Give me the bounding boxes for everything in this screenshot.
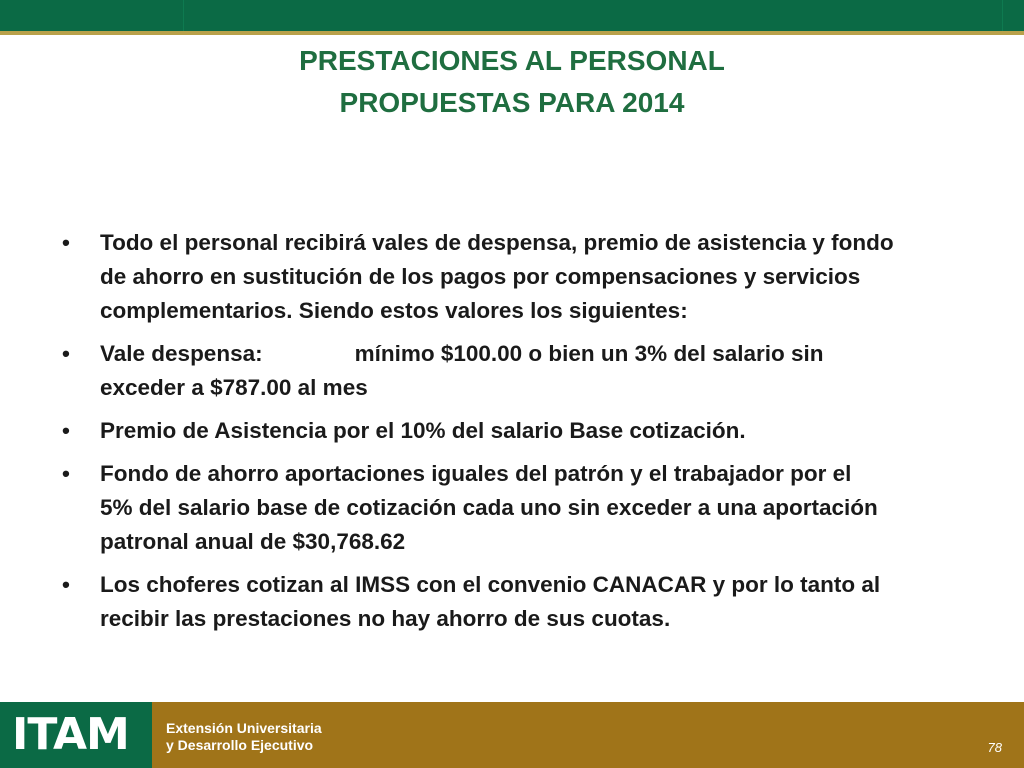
bullet-line: Los choferes cotizan al IMSS con el convenio CANACAR y por lo tanto al xyxy=(100,572,881,597)
bullet-list xyxy=(62,226,972,645)
bullet-line: Todo el personal recibirá vales de despensa, premio de asistencia y fondo xyxy=(100,230,894,255)
title-line-2: PROPUESTAS PARA 2014 xyxy=(339,87,685,118)
bullet-marker: • xyxy=(62,572,70,597)
bullet-item xyxy=(62,414,972,448)
bullet-marker: • xyxy=(62,341,70,366)
gold-rule xyxy=(0,31,1024,35)
banner-divider xyxy=(183,0,184,31)
footer-caption-line-1: Extensión Universitaria xyxy=(166,720,322,736)
bullet-line: Fondo de ahorro aportaciones iguales del patrón y el trabajador por el xyxy=(100,461,852,486)
bullet-line: 5% del salario base de cotización cada uno sin exceder a una aportación xyxy=(100,495,878,520)
bullet-text: mínimo $100.00 o bien un 3% del salario sin xyxy=(354,341,824,366)
bullet-label: Vale despensa: xyxy=(100,341,263,366)
title-line-1: PRESTACIONES AL PERSONAL xyxy=(299,45,725,76)
bullet-line: exceder a $787.00 al mes xyxy=(100,375,368,400)
bullet-item xyxy=(62,457,972,559)
itam-logo: ITAM xyxy=(12,709,129,760)
bullet-line: Premio de Asistencia por el 10% del salario Base cotización. xyxy=(100,418,746,443)
footer-caption xyxy=(166,720,322,754)
bullet-marker: • xyxy=(62,230,70,255)
page-number: 78 xyxy=(987,740,1002,755)
bullet-line: complementarios. Siendo estos valores los siguientes: xyxy=(100,298,688,323)
banner-divider xyxy=(1002,0,1003,31)
footer-bar xyxy=(0,702,1024,768)
bullet-item xyxy=(62,226,972,328)
bullet-item xyxy=(62,337,972,405)
bullet-item xyxy=(62,568,972,636)
bullet-line: de ahorro en sustitución de los pagos por compensaciones y servicios xyxy=(100,264,861,289)
top-banner xyxy=(0,0,1024,31)
bullet-line: patronal anual de $30,768.62 xyxy=(100,529,406,554)
bullet-line xyxy=(100,337,972,371)
bullet-marker: • xyxy=(62,418,70,443)
footer-caption-line-2: y Desarrollo Ejecutivo xyxy=(166,737,314,753)
bullet-line: recibir las prestaciones no hay ahorro de sus cuotas. xyxy=(100,606,671,631)
bullet-marker: • xyxy=(62,461,70,486)
slide-title xyxy=(0,40,1024,124)
